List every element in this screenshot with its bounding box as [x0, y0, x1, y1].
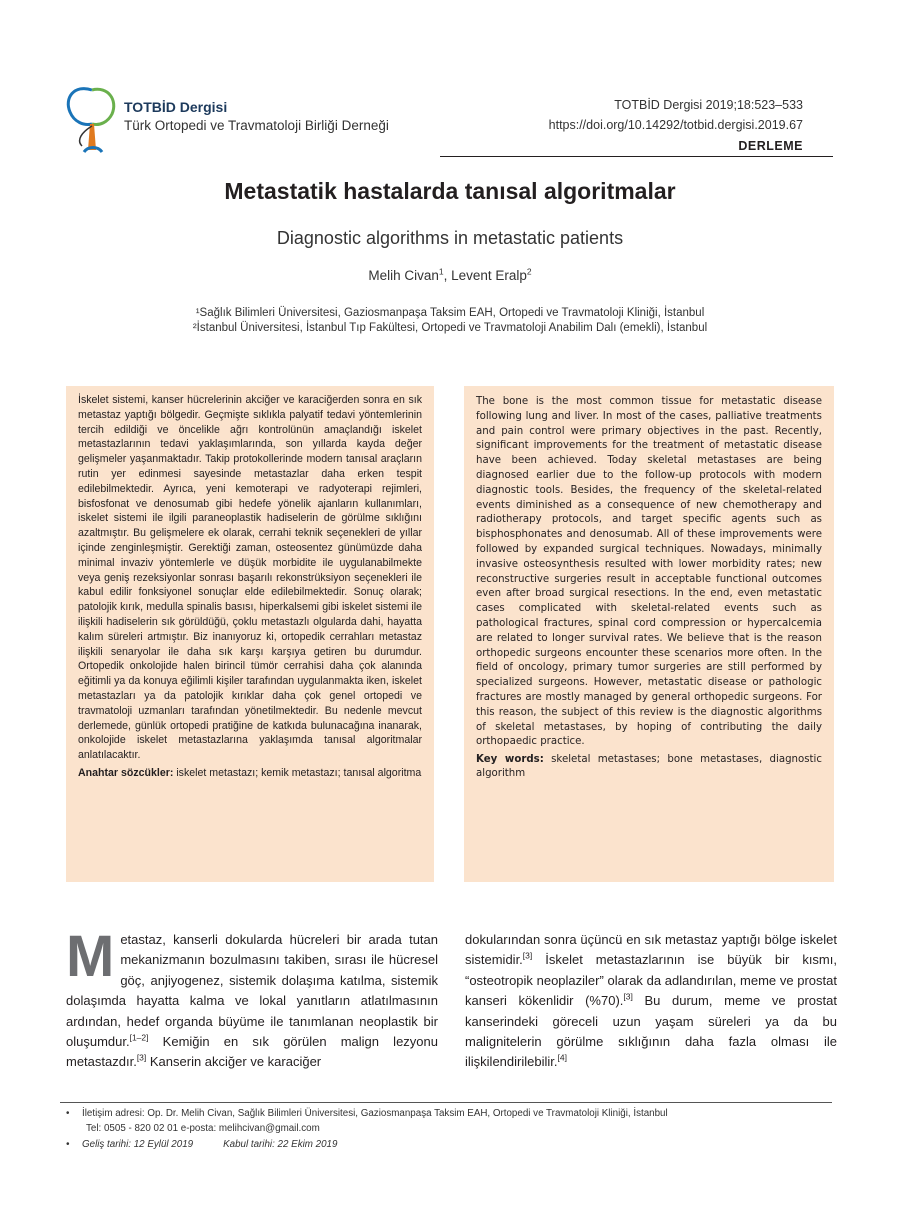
abstract-english: [464, 386, 834, 882]
body-text: İskelet metastazlarının ise büyük bir kısmı, “osteotropik neoplaziler” olarak da adlandırılan, meme ve prostat kanseri kökenlidir (%70).: [465, 952, 837, 1009]
author-list: [0, 268, 900, 283]
footer-divider: [60, 1102, 832, 1103]
dates: [66, 1139, 337, 1150]
reference-link[interactable]: [4]: [557, 1053, 567, 1064]
drop-cap: M: [66, 924, 115, 989]
affiliations: [0, 306, 900, 336]
reference-link[interactable]: [3]: [623, 991, 633, 1002]
author-name: Levent Eralp: [451, 268, 527, 283]
affiliation-2: ²İstanbul Üniversitesi, İstanbul Tıp Fakültesi, Ortopedi ve Travmatoloji Anabilim Dalı (emekli), İstanbul: [192, 322, 708, 334]
author-affiliation-mark: 1: [438, 266, 444, 277]
reference-link[interactable]: [3]: [522, 951, 533, 962]
author-separator: ,: [443, 268, 452, 283]
received-date: Geliş tarihi: 12 Eylül 2019: [82, 1139, 194, 1150]
contact-text: İletişim adresi: Op. Dr. Melih Civan, Sağlık Bilimleri Üniversitesi, Gaziosmanpaşa Taksim EAH, Ortopedi ve Travmatoloji Kliniği, İstanbul: [82, 1108, 668, 1119]
body-paragraph: [66, 924, 438, 1073]
keywords-label: Key words:: [476, 754, 544, 766]
keywords-text: skeletal metastases; bone metastases, diagnostic algorithm: [476, 754, 822, 780]
journal-logo-icon: [62, 80, 120, 160]
abstract-text: İskelet sistemi, kanser hücrelerinin akciğer ve karaciğerden sonra en sık metastaz yaptığı bölgedir. Geçmişte sıklıkla palyatif tedavi yöntemlerinin tercih edildiği ve öncelikle ağrı kontrolünün amaçlandığı iskelet metastazlarının tedavi yaklaşımlarında, son yıllarda kayda değer gelişmeler yaşanmaktadır. Takip protokollerinde modern tanısal araçların rutin yer edinmesi sayesinde metastazlar daha erken tespit edilebilmektedir. Ayrıca, yeni kemoterapi ve radyoterapi rejimleri, bisfosfonat ve denosumab gibi hedefe yönelik ajanların kullanımları, iskelet sistemi ile ilgili paraneoplastik hadiselerin de görülme sıklığını azaltmıştır. Bu gelişmelere ek olarak, cerrahi teknik seçenekleri de yıllar içinde zenginleşmiştir. Gerektiği zaman, osteosentez günümüzde daha minimal invaziv yöntemlerle ve düşük morbidite ile uygulanabilmekte veya geniş rezeksiyonlar sonrası başarılı rekonstrüksiyon seçenekleri ile kabul edilir fonksiyonel sonuçlar elde edilebilmektedir. Sonuç olarak; patolojik kırık, medulla spinalis basısı, hiperkalsemi gibi iskelet sistemi ile ilişkili hadiselerin sık görüldüğü, çoklu metastazlı olgularda dahi, hayatta kalım süreleri artmıştır. Biz inanıyoruz ki, ortopedik cerrahları metastaz ilişkili senaryolar ile daha sık karşı karşıya getiren bu durumdur. Ortopedik onkolojide halen birincil tümör cerrahisi daha çok alanında eğitimli ya da konuya eğilimli kişiler tarafından uygulanmakta iken, iskelet metastazları ya da patolojik kırıklar daha çok genel ortopedi ve travmatoloji uzmanları tarafından yönetilmektedir. Bu nedenle mevcut derlemede, günlük ortopedi pratiğine de katkıda bulunacağına inanarak, onkolojide iskelet metastazlarına yaklaşımda tanısal algoritmalar anlatılacaktır.: [78, 394, 422, 762]
body-text: Bu durum, meme ve prostat kanserindeki göreceli uzun yaşam süreleri ya da bu malignitelerin görülme sıklığının daha fazla olması ile ilişkilendirilebilir.: [465, 993, 837, 1070]
contact-address: [66, 1108, 668, 1119]
abstract-turkish: [66, 386, 434, 882]
article-title-english: Diagnostic algorithms in metastatic patients: [276, 228, 624, 248]
body-text: Kemiğin en sık görülen malign lezyonu metastazdır.: [66, 1034, 438, 1070]
body-paragraph: [465, 930, 837, 1073]
body-text: Kanserin akciğer ve karaciğer: [146, 1054, 322, 1070]
journal-citation: TOTBİD Dergisi 2019;18:523–533: [614, 98, 803, 112]
keywords: [476, 753, 822, 781]
journal-name: TOTBİD Dergisi: [124, 99, 228, 115]
bullet: •: [66, 1139, 70, 1150]
keywords: [78, 766, 422, 780]
author-name: Melih Civan: [368, 268, 439, 283]
contact-phone-email: Tel: 0505 - 820 02 01 e-posta: melihcivan@gmail.com: [86, 1123, 320, 1134]
affiliation-1: ¹Sağlık Bilimleri Üniversitesi, Gaziosmanpaşa Taksim EAH, Ortopedi ve Travmatoloji Kliniği, İstanbul: [195, 307, 705, 319]
header-divider: [440, 156, 833, 157]
keywords-text: iskelet metastazı; kemik metastazı; tanısal algoritma: [173, 766, 422, 779]
body-column-right: [465, 930, 837, 1073]
doi-link[interactable]: https://doi.org/10.14292/totbid.dergisi.2019.67: [548, 118, 803, 132]
abstract-text: The bone is the most common tissue for metastatic disease following lung and liver. In most of the cases, palliative treatments and pain control were primary objectives in the past. Recently, significant improvements for the treatment of metastatic disease have been achieved. Today skeletal metastases are being diagnosed earlier due to the follow-up protocols with modern diagnostic tools. Besides, the frequency of the skeletal-related events diminished as a consequence of new chemotherapy and radiotherapy protocols, and target specific agents such as bisphosphonates and denosumab. All of these improvements were followed by expanded surgical techniques. Nowadays, minimally invasive osteosynthesis resulted with lower morbidity rates; new reconstructive surgeries result in acceptable functional outcomes even after broad surgical resections. In the end, even metastatic cases complicated with skeletal-related events such as pathological fractures, spinal cord compression or hypercalcemia are related to longer survival rates. We believe that is the reason orthopedic surgeons encounter these scenarios more often. In the field of oncology, primary tumor surgeries are still performed by specialized surgeons. However, metastatic disease or pathologic fractures are mostly managed by general orthopedic surgeons. For this reason, the subject of this review is the diagnostic algorithms of skeletal metastases, by hoping of contributing the daily orthopaedic practice.: [476, 396, 822, 748]
body-text: dokularından sonra üçüncü en sık metastaz yaptığı bölge iskelet sistemidir.: [465, 932, 837, 968]
body-text: etastaz, kanserli dokularda hücreleri bir arada tutan mekanizmanın bozulmasını takiben, sırası ile hücresel göç, anjiyogenez, sistemik dolaşıma katılma, sistemik dolaşımda hayatta kalma ve lokal yanıtların atlatılmasının ardından, hedef organda büyüme ile tanımlanan neoplastik bir oluşumdur.: [66, 932, 438, 1050]
journal-society: Türk Ortopedi ve Travmatoloji Birliği Derneği: [124, 118, 389, 133]
article-title: Metastatik hastalarda tanısal algoritmalar: [224, 178, 676, 204]
keywords-label: Anahtar sözcükler:: [78, 766, 174, 779]
accepted-date: Kabul tarihi: 22 Ekim 2019: [223, 1139, 338, 1150]
body-column-left: [66, 924, 438, 1073]
reference-link[interactable]: [1–2]: [129, 1032, 149, 1043]
article-type: DERLEME: [738, 139, 803, 153]
bullet: •: [66, 1108, 70, 1119]
reference-link[interactable]: [3]: [136, 1053, 147, 1064]
author-affiliation-mark: 2: [526, 266, 532, 277]
